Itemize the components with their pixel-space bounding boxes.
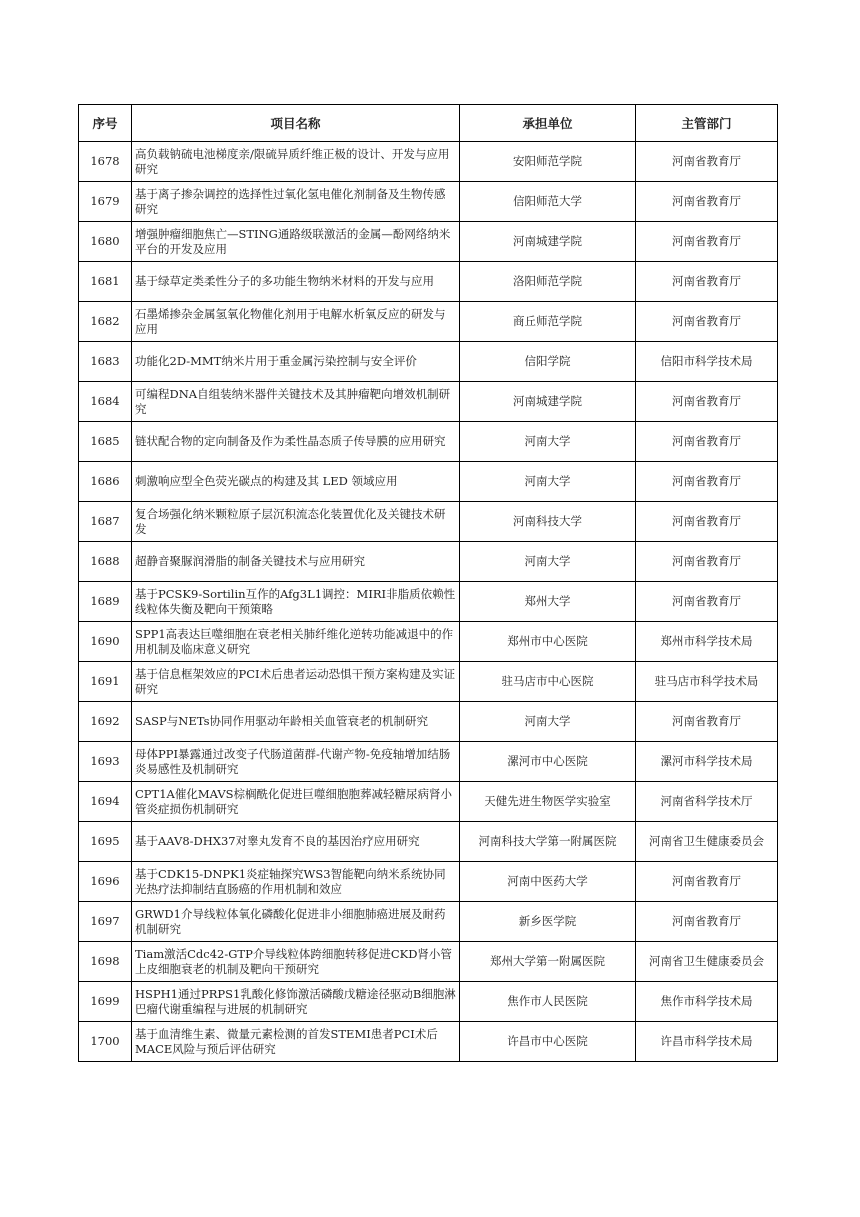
cell-project-name: GRWD1介导线粒体氧化磷酸化促进非小细胞肺癌进展及耐药机制研究 (132, 902, 460, 942)
cell-department: 河南省教育厅 (636, 142, 778, 182)
cell-unit: 新乡医学院 (460, 902, 636, 942)
cell-project-name: HSPH1通过PRPS1乳酸化修饰激活磷酸戊糖途径驱动B细胞淋巴瘤代谢重编程与进展的机制研究 (132, 982, 460, 1022)
table-header (79, 105, 778, 142)
cell-unit: 安阳师范学院 (460, 142, 636, 182)
cell-department: 河南省教育厅 (636, 382, 778, 422)
cell-department: 漯河市科学技术局 (636, 742, 778, 782)
cell-project-name: 基于AAV8-DHX37对睾丸发育不良的基因治疗应用研究 (132, 822, 460, 862)
cell-project-name: 基于CDK15-DNPK1炎症轴探究WS3智能靶向纳米系统协同光热疗法抑制结直肠癌的作用机制和效应 (132, 862, 460, 902)
cell-department: 河南省卫生健康委员会 (636, 822, 778, 862)
cell-number: 1689 (79, 582, 132, 622)
table-row (79, 862, 778, 902)
cell-unit: 河南大学 (460, 422, 636, 462)
cell-project-name: Tiam激活Cdc42-GTP介导线粒体跨细胞转移促进CKD肾小管上皮细胞衰老的机制及靶向干预研究 (132, 942, 460, 982)
cell-unit: 河南城建学院 (460, 222, 636, 262)
cell-department: 河南省教育厅 (636, 222, 778, 262)
cell-unit: 河南中医药大学 (460, 862, 636, 902)
cell-number: 1685 (79, 422, 132, 462)
table-row (79, 542, 778, 582)
cell-number: 1681 (79, 262, 132, 302)
cell-department: 河南省教育厅 (636, 502, 778, 542)
cell-number: 1688 (79, 542, 132, 582)
cell-number: 1679 (79, 182, 132, 222)
table-row (79, 782, 778, 822)
table-row (79, 902, 778, 942)
cell-unit: 驻马店市中心医院 (460, 662, 636, 702)
cell-department: 河南省教育厅 (636, 702, 778, 742)
cell-unit: 河南大学 (460, 542, 636, 582)
cell-department: 驻马店市科学技术局 (636, 662, 778, 702)
table-row (79, 982, 778, 1022)
cell-department: 河南省教育厅 (636, 862, 778, 902)
cell-unit: 焦作市人民医院 (460, 982, 636, 1022)
cell-number: 1700 (79, 1022, 132, 1062)
table-row (79, 462, 778, 502)
table-row (79, 342, 778, 382)
cell-department: 河南省科学技术厅 (636, 782, 778, 822)
cell-department: 信阳市科学技术局 (636, 342, 778, 382)
table-row (79, 382, 778, 422)
table-row (79, 302, 778, 342)
cell-project-name: 母体PPI暴露通过改变子代肠道菌群-代谢产物-免疫轴增加结肠炎易感性及机制研究 (132, 742, 460, 782)
table-row (79, 662, 778, 702)
header-name: 项目名称 (132, 105, 460, 142)
table-row (79, 622, 778, 662)
cell-department: 河南省教育厅 (636, 542, 778, 582)
cell-unit: 郑州大学 (460, 582, 636, 622)
cell-number: 1687 (79, 502, 132, 542)
table-row (79, 942, 778, 982)
cell-unit: 洛阳师范学院 (460, 262, 636, 302)
cell-department: 河南省教育厅 (636, 902, 778, 942)
cell-department: 河南省教育厅 (636, 422, 778, 462)
cell-project-name: 石墨烯掺杂金属氢氧化物催化剂用于电解水析氧反应的研发与应用 (132, 302, 460, 342)
cell-project-name: 基于信息框架效应的PCI术后患者运动恐惧干预方案构建及实证研究 (132, 662, 460, 702)
table-row (79, 582, 778, 622)
table-row (79, 222, 778, 262)
cell-project-name: 基于离子掺杂调控的选择性过氧化氢电催化剂制备及生物传感研究 (132, 182, 460, 222)
table-row (79, 1022, 778, 1062)
cell-number: 1695 (79, 822, 132, 862)
cell-department: 河南省卫生健康委员会 (636, 942, 778, 982)
cell-number: 1691 (79, 662, 132, 702)
cell-number: 1684 (79, 382, 132, 422)
header-unit: 承担单位 (460, 105, 636, 142)
cell-department: 郑州市科学技术局 (636, 622, 778, 662)
cell-department: 河南省教育厅 (636, 182, 778, 222)
table-row (79, 182, 778, 222)
cell-project-name: 可编程DNA自组装纳米器件关键技术及其肿瘤靶向增效机制研究 (132, 382, 460, 422)
cell-unit: 漯河市中心医院 (460, 742, 636, 782)
project-table (78, 104, 778, 1062)
cell-number: 1696 (79, 862, 132, 902)
cell-unit: 河南城建学院 (460, 382, 636, 422)
table-row (79, 502, 778, 542)
cell-department: 河南省教育厅 (636, 262, 778, 302)
cell-number: 1683 (79, 342, 132, 382)
cell-department: 河南省教育厅 (636, 302, 778, 342)
cell-unit: 河南科技大学第一附属医院 (460, 822, 636, 862)
cell-department: 河南省教育厅 (636, 462, 778, 502)
cell-project-name: 基于绿草定类柔性分子的多功能生物纳米材料的开发与应用 (132, 262, 460, 302)
cell-unit: 天健先进生物医学实验室 (460, 782, 636, 822)
cell-project-name: 链状配合物的定向制备及作为柔性晶态质子传导膜的应用研究 (132, 422, 460, 462)
table-row (79, 742, 778, 782)
cell-unit: 河南大学 (460, 462, 636, 502)
cell-project-name: 基于血清维生素、微量元素检测的首发STEMI患者PCI术后MACE风险与预后评估研究 (132, 1022, 460, 1062)
cell-unit: 信阳学院 (460, 342, 636, 382)
table-row (79, 262, 778, 302)
cell-project-name: 复合场强化纳米颗粒原子层沉积流态化装置优化及关键技术研发 (132, 502, 460, 542)
cell-number: 1678 (79, 142, 132, 182)
table-row (79, 702, 778, 742)
table-row (79, 822, 778, 862)
cell-project-name: SPP1高表达巨噬细胞在衰老相关肺纤维化逆转功能减退中的作用机制及临床意义研究 (132, 622, 460, 662)
header-no: 序号 (79, 105, 132, 142)
cell-unit: 河南科技大学 (460, 502, 636, 542)
cell-number: 1680 (79, 222, 132, 262)
cell-unit: 河南大学 (460, 702, 636, 742)
cell-unit: 郑州市中心医院 (460, 622, 636, 662)
cell-number: 1693 (79, 742, 132, 782)
cell-department: 河南省教育厅 (636, 582, 778, 622)
cell-number: 1694 (79, 782, 132, 822)
cell-project-name: 高负载钠硫电池梯度亲/限硫异质纤维正极的设计、开发与应用研究 (132, 142, 460, 182)
cell-department: 许昌市科学技术局 (636, 1022, 778, 1062)
cell-project-name: SASP与NETs协同作用驱动年龄相关血管衰老的机制研究 (132, 702, 460, 742)
cell-number: 1686 (79, 462, 132, 502)
cell-project-name: 基于PCSK9-Sortilin互作的Afg3L1调控：MIRI非脂质依赖性线粒体失衡及靶向干预策略 (132, 582, 460, 622)
table-row (79, 142, 778, 182)
cell-unit: 商丘师范学院 (460, 302, 636, 342)
cell-number: 1690 (79, 622, 132, 662)
cell-project-name: 超静音聚脲润滑脂的制备关键技术与应用研究 (132, 542, 460, 582)
cell-project-name: CPT1A催化MAVS棕榈酰化促进巨噬细胞胞葬减轻糖尿病肾小管炎症损伤机制研究 (132, 782, 460, 822)
cell-project-name: 刺激响应型全色荧光碳点的构建及其 LED 领域应用 (132, 462, 460, 502)
cell-number: 1682 (79, 302, 132, 342)
cell-number: 1697 (79, 902, 132, 942)
cell-number: 1699 (79, 982, 132, 1022)
header-row (79, 105, 778, 142)
cell-unit: 郑州大学第一附属医院 (460, 942, 636, 982)
table-row (79, 422, 778, 462)
header-dept: 主管部门 (636, 105, 778, 142)
cell-project-name: 功能化2D-MMT纳米片用于重金属污染控制与安全评价 (132, 342, 460, 382)
cell-unit: 信阳师范大学 (460, 182, 636, 222)
cell-unit: 许昌市中心医院 (460, 1022, 636, 1062)
cell-project-name: 增强肿瘤细胞焦亡—STING通路级联激活的金属—酚网络纳米平台的开发及应用 (132, 222, 460, 262)
cell-department: 焦作市科学技术局 (636, 982, 778, 1022)
cell-number: 1692 (79, 702, 132, 742)
table-body (79, 142, 778, 1062)
cell-number: 1698 (79, 942, 132, 982)
